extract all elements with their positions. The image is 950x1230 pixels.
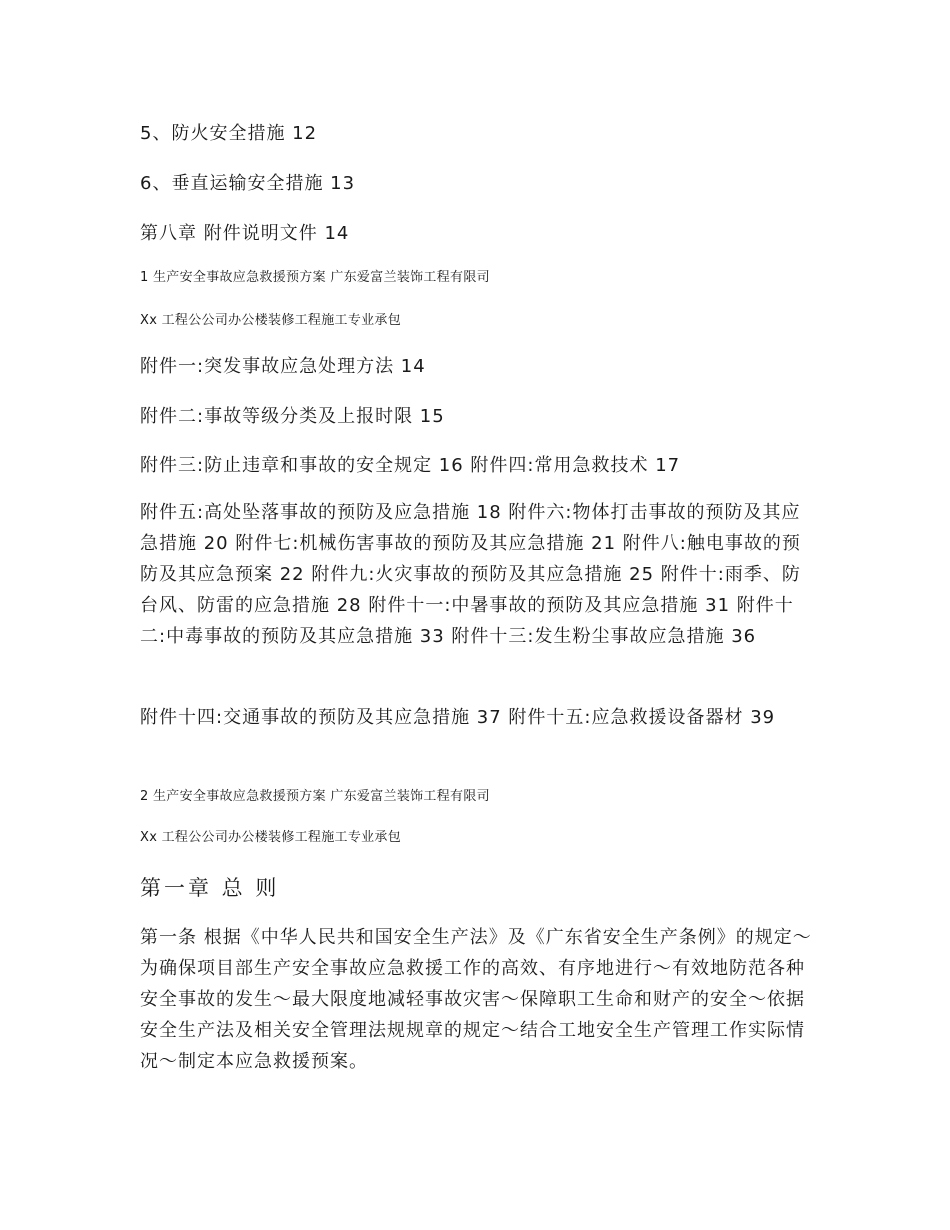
page-footer-2-line-2: Xx 工程公公司办公楼装修工程施工专业承包 xyxy=(140,830,402,845)
chapter-1-heading: 第一章 总 则 xyxy=(140,876,280,900)
toc-chapter-8: 第八章 附件说明文件 14 xyxy=(140,223,350,244)
page-footer-2-line-1: 2 生产安全事故应急救援预方案 广东爱富兰装饰工程有限司 xyxy=(140,789,490,804)
toc-annex-2: 附件二:事故等级分类及上报时限 15 xyxy=(140,406,445,427)
toc-item-6: 6、垂直运输安全措施 13 xyxy=(140,173,356,194)
toc-annex-14-15: 附件十四:交通事故的预防及其应急措施 37 附件十五:应急救援设备器材 39 xyxy=(140,707,776,728)
toc-annex-3-4: 附件三:防止违章和事故的安全规定 16 附件四:常用急救技术 17 xyxy=(140,455,681,476)
article-1-paragraph: 第一条 根据《中华人民共和国安全生产法》及《广东省安全生产条例》的规定～为确保项目部生产安全事故应急救援工作的高效、有序地进行～有效地防范各种安全事故的发生～最大限度地减轻事故灾害～保障职工生命和财产的安全～依据安全生产法及相关安全管理法规规章的规定～结合工地安全生产管理工作实际情况～制定本应急救援预案。 xyxy=(140,927,812,1072)
toc-item-5: 5、防火安全措施 12 xyxy=(140,123,318,144)
toc-annex-1: 附件一:突发事故应急处理方法 14 xyxy=(140,356,426,377)
page-footer-1-line-2: Xx 工程公公司办公楼装修工程施工专业承包 xyxy=(140,313,402,328)
page-footer-1-line-1: 1 生产安全事故应急救援预方案 广东爱富兰装饰工程有限司 xyxy=(140,270,490,285)
toc-annex-5-13: 附件五:高处坠落事故的预防及应急措施 18 附件六:物体打击事故的预防及其应急措施 20 附件七:机械伤害事故的预防及其应急措施 21 附件八:触电事故的预防及其应急预案 22 附件九:火灾事故的预防及其应急措施 25 附件十:雨季、防台风、防雷的应急措施 28 附件十一:中暑事故的预防及其应急措施 31 附件十二:中毒事故的预防及其应急措施 33 附件十三:发生粉尘事故应急措施 36 xyxy=(140,502,801,647)
